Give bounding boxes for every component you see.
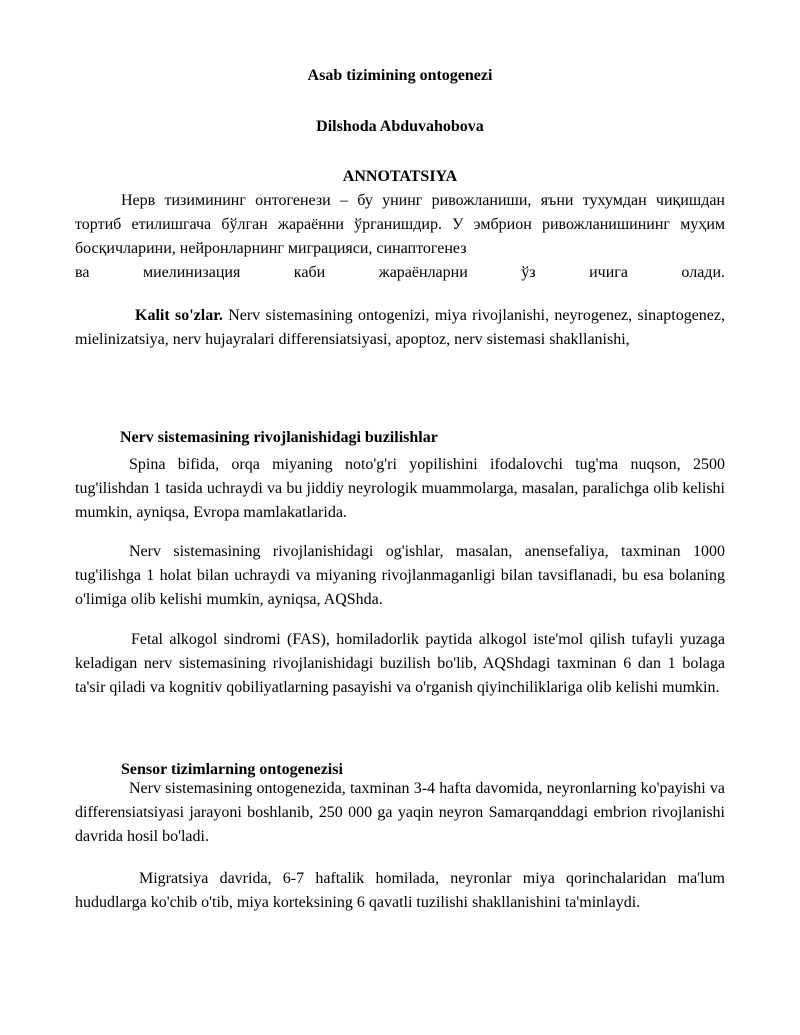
paragraph-text: Fetal alkogol sindromi (FAS), homiladorlik paytida alkogol iste'mol qilish tufayli yuzaga keladigan nerv sistemasining rivojlanishidagi buzilish bo'lib, AQShdagi taxminan 6 dan 1 bolaga ta'sir qiladi va kognitiv qobiliyatlarning pasayishi va o'rganish qiyinchiliklariga olib kelishi mumkin.: [75, 631, 725, 696]
annotation-heading: ANNOTATSIYA: [342, 168, 458, 185]
keywords-text: Nerv sistemasining ontogenizi, miya rivojlanishi, neyrogenez, sinaptogenez, mielinizatsiya, nerv hujayralari differensiatsiyasi, apoptoz, nerv sistemasi shakllanishi,: [75, 307, 726, 348]
paragraph-fas: [75, 628, 725, 700]
paragraph-migration: [75, 867, 725, 915]
section-heading-sensor: Sensor tizimlarning ontogenezisi: [121, 761, 343, 778]
annotation-paragraph: [75, 189, 725, 261]
paragraph-anencephaly: [75, 540, 725, 612]
paragraph-text: Nerv sistemasining ontogenezida, taxminan 3-4 hafta davomida, neyronlarning ko'payishi va differensiatsiyasi jarayoni boshlanib, 250 000 ga yaqin neyron Samarqanddagi embrion rivojlanishi davrida hosil bo'ladi.: [75, 780, 725, 845]
annotation-text: Нерв тизимининг онтогенези – бу унинг ривожланиши, яъни тухумдан чиқишдан тортиб етилишгача бўлган жараённи ўрганишдир. У эмбрион ривожланишининг муҳим босқичларини, нейронларнинг миграцияси, синаптогенез: [75, 192, 725, 257]
annotation-last-line: ва миелинизация каби жараёнларни ўз ичига олади.: [75, 264, 725, 281]
paragraph-text: Migratsiya davrida, 6-7 haftalik homilada, neyronlar miya qorinchalaridan ma'lum hududlarga ko'chib o'tib, miya korteksining 6 qavatli tuzilishi shakllanishini ta'minlaydi.: [75, 870, 725, 911]
paragraph-neurogenesis: [75, 777, 725, 849]
paragraph-spina-bifida: [75, 453, 725, 525]
keywords-paragraph: [75, 304, 725, 352]
section-heading-disorders: Nerv sistemasining rivojlanishidagi buzilishlar: [120, 429, 438, 446]
document-title: Asab tizimining ontogenezi: [307, 67, 493, 84]
document-author: Dilshoda Abduvahobova: [316, 118, 484, 135]
paragraph-text: Spina bifida, orqa miyaning noto'g'ri yopilishini ifodalovchi tug'ma nuqson, 2500 tug'ilishdan 1 tasida uchraydi va bu jiddiy neyrologik muammolarga, masalan, paralichga olib kelishi mumkin, ayniqsa, Evropa mamlakatlarida.: [75, 456, 725, 521]
paragraph-text: Nerv sistemasining rivojlanishidagi og'ishlar, masalan, anensefaliya, taxminan 1000 tug'ilishga 1 holat bilan uchraydi va miyaning rivojlanmaganligi bilan tavsiflanadi, bu esa bolaning o'limiga olib kelishi mumkin, ayniqsa, AQShda.: [75, 543, 725, 608]
keywords-label: Kalit so'zlar.: [135, 307, 223, 324]
